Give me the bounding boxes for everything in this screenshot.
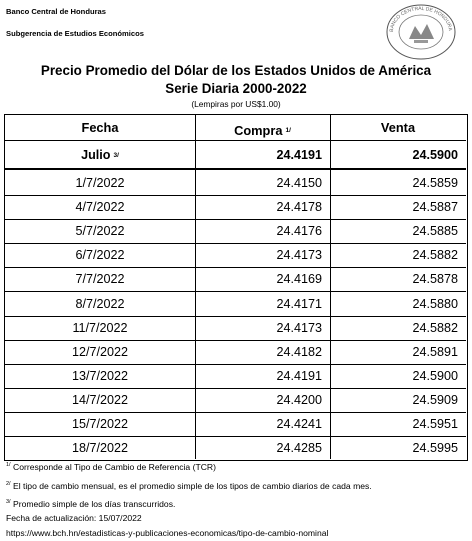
summary-venta: 24.5900 (412, 148, 458, 162)
compra-cell: 24.4178 (276, 200, 322, 215)
venta-cell: 24.5995 (412, 441, 458, 456)
date-cell: 5/7/2022 (75, 224, 125, 239)
source-url[interactable]: https://www.bch.hn/estadisticas-y-publicaciones-economicas/tipo-de-cambio-nominal (6, 528, 329, 538)
venta-cell: 24.5878 (412, 272, 458, 287)
venta-cell: 24.5885 (412, 224, 458, 239)
table-row (5, 388, 466, 413)
table-row (5, 292, 466, 317)
date-cell: 13/7/2022 (71, 368, 129, 383)
summary-label: Julio (81, 148, 111, 162)
venta-cell: 24.5909 (412, 392, 458, 407)
date-cell: 15/7/2022 (71, 417, 129, 432)
footnote-2: $^{2/}$ El tipo de cambio mensual, es el promedio simple de los tipos de cambio diarios de cada mes. (6, 481, 372, 491)
unit-label: (Lempiras por US$1.00) (191, 99, 281, 109)
compra-cell: 24.4169 (276, 272, 322, 287)
update-date: Fecha de actualización: 15/07/2022 (6, 513, 142, 523)
compra-cell: 24.4200 (276, 392, 322, 407)
venta-cell: 24.5891 (412, 344, 458, 359)
compra-cell: 24.4182 (276, 344, 322, 359)
table-row (5, 412, 466, 437)
compra-cell: 24.4173 (276, 248, 322, 263)
venta-cell: 24.5951 (412, 417, 458, 432)
compra-cell: 24.4285 (276, 441, 322, 456)
footnote-marker: 1/ (285, 127, 291, 134)
page-title: Precio Promedio del Dólar de los Estados Unidos de América (40, 63, 432, 78)
table-row (5, 243, 466, 268)
page-subtitle: Serie Diaria 2000-2022 (165, 81, 307, 96)
compra-cell: 24.4173 (276, 320, 322, 335)
date-cell: 8/7/2022 (75, 296, 125, 311)
date-cell: 1/7/2022 (75, 176, 125, 191)
summary-label-cell (5, 142, 195, 168)
svg-text:BANCO CENTRAL DE HONDURAS: BANCO CENTRAL DE HONDURA (388, 5, 454, 33)
compra-cell: 24.4176 (276, 224, 322, 239)
date-cell: 4/7/2022 (75, 200, 125, 215)
date-cell: 12/7/2022 (71, 344, 129, 359)
venta-cell: 24.5882 (412, 248, 458, 263)
compra-cell: 24.4150 (276, 176, 322, 191)
compra-cell: 24.4171 (276, 296, 322, 311)
month-summary-row (5, 142, 466, 170)
venta-cell: 24.5880 (412, 296, 458, 311)
header-compra-label: Compra (234, 123, 283, 138)
table-row (5, 267, 466, 292)
table-row (5, 171, 466, 196)
table-row (5, 316, 466, 341)
header-fecha: Fecha (81, 120, 119, 135)
date-cell: 11/7/2022 (72, 320, 128, 335)
department-name: Subgerencia de Estudios Económicos (6, 29, 144, 38)
date-cell: 18/7/2022 (71, 441, 129, 456)
summary-compra: 24.4191 (276, 148, 322, 162)
compra-cell: 24.4241 (276, 417, 322, 432)
table-row (5, 364, 466, 389)
table-row (5, 219, 466, 244)
table-row (5, 195, 466, 220)
date-cell: 14/7/2022 (71, 392, 129, 407)
table-row (5, 436, 466, 460)
footnote-marker: 3/ (113, 151, 119, 159)
date-cell: 7/7/2022 (75, 272, 125, 287)
date-cell: 6/7/2022 (75, 248, 125, 263)
venta-cell: 24.5859 (412, 176, 458, 191)
header-venta: Venta (380, 120, 416, 135)
bank-seal-logo (384, 2, 458, 62)
header-compra (195, 115, 330, 140)
exchange-rate-table (4, 114, 468, 461)
table-header-row (5, 115, 466, 141)
venta-cell: 24.5882 (412, 320, 458, 335)
compra-cell: 24.4191 (276, 368, 322, 383)
venta-cell: 24.5887 (412, 200, 458, 215)
table-row (5, 340, 466, 365)
footnote-3: $^{3/}$ Promedio simple de los días transcurridos. (6, 499, 176, 509)
venta-cell: 24.5900 (412, 368, 458, 383)
org-name: Banco Central de Honduras (6, 7, 107, 16)
footnote-1: $^{1/}$ Corresponde al Tipo de Cambio de Referencia (TCR) (6, 462, 216, 472)
